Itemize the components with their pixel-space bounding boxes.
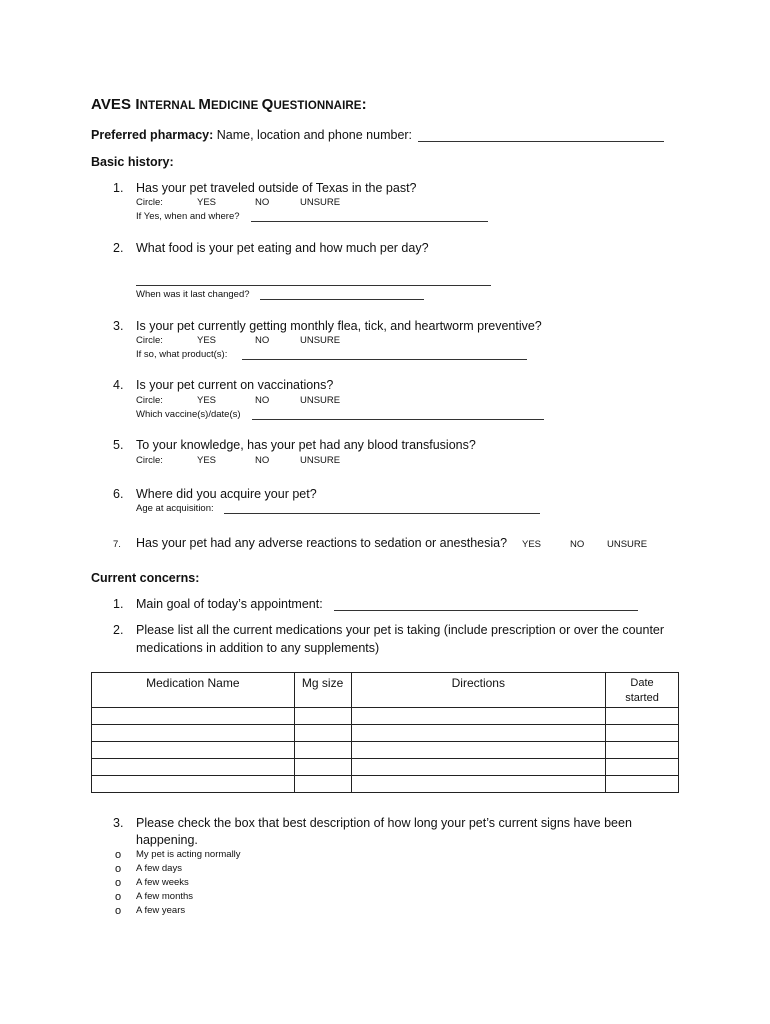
table-cell[interactable] [606, 708, 679, 725]
basic-history-heading: Basic history: [91, 155, 174, 169]
table-row [92, 725, 679, 742]
q1-circle-label: Circle: [136, 197, 163, 208]
q3-input-line[interactable] [242, 359, 527, 360]
q1-no[interactable]: NO [255, 197, 270, 208]
q6-follow-label: Age at acquisition: [136, 503, 214, 514]
option-label: A few years [136, 905, 186, 916]
q3-circle-label: Circle: [136, 335, 163, 346]
q6-number: 6. [113, 487, 124, 501]
table-row [92, 708, 679, 725]
q2-follow-input-line[interactable] [260, 299, 424, 300]
table-cell[interactable] [351, 742, 606, 759]
q5-number: 5. [113, 438, 124, 452]
table-cell[interactable] [351, 776, 606, 793]
q3-number: 3. [113, 319, 124, 333]
c3-line1: Please check the box that best description of how long your pet’s current signs have been [136, 816, 632, 830]
table-cell[interactable] [92, 776, 295, 793]
q3-no[interactable]: NO [255, 335, 270, 346]
q5-text: To your knowledge, has your pet had any blood transfusions? [136, 438, 476, 452]
medication-table [91, 672, 679, 793]
q2-number: 2. [113, 241, 124, 255]
table-cell[interactable] [92, 708, 295, 725]
q4-input-line[interactable] [252, 419, 544, 420]
q1-number: 1. [113, 181, 124, 195]
c2-line2: medications in addition to any supplements) [136, 641, 380, 655]
q1-text: Has your pet traveled outside of Texas in the past? [136, 181, 417, 195]
pharmacy-row [91, 128, 412, 142]
table-row [92, 776, 679, 793]
table-cell[interactable] [606, 776, 679, 793]
table-cell[interactable] [606, 725, 679, 742]
q4-unsure[interactable]: UNSURE [300, 395, 341, 406]
table-cell[interactable] [294, 776, 351, 793]
q7-yes[interactable]: YES [522, 539, 542, 550]
option-label: My pet is acting normally [136, 849, 241, 860]
q2-text: What food is your pet eating and how much per day? [136, 241, 429, 255]
option-label: A few days [136, 863, 182, 874]
table-cell[interactable] [351, 708, 606, 725]
table-header-row [92, 673, 679, 708]
q4-follow-label: Which vaccine(s)/date(s) [136, 409, 241, 420]
option-checkbox[interactable]: o [115, 863, 122, 875]
q3-text: Is your pet currently getting monthly flea, tick, and heartworm preventive? [136, 319, 542, 333]
q1-unsure[interactable]: UNSURE [300, 197, 341, 208]
table-cell[interactable] [294, 742, 351, 759]
q7-text: Has your pet had any adverse reactions to sedation or anesthesia? [136, 536, 508, 550]
q2-follow-label: When was it last changed? [136, 289, 250, 300]
table-cell[interactable] [92, 742, 295, 759]
option-checkbox[interactable]: o [115, 905, 122, 917]
q7-number: 7. [113, 539, 121, 550]
c2-number: 2. [113, 623, 124, 637]
q5-yes[interactable]: YES [197, 455, 217, 466]
header-directions: Directions [351, 673, 606, 708]
table-cell[interactable] [606, 742, 679, 759]
q5-circle-label: Circle: [136, 455, 163, 466]
pharmacy-label: Preferred pharmacy: [91, 128, 214, 142]
pharmacy-text: Name, location and phone number: [216, 128, 413, 142]
c3-number: 3. [113, 816, 124, 830]
pharmacy-input-line[interactable] [418, 141, 664, 142]
q1-yes[interactable]: YES [197, 197, 217, 208]
table-cell[interactable] [294, 759, 351, 776]
q7-unsure[interactable]: UNSURE [607, 539, 648, 550]
q4-yes[interactable]: YES [197, 395, 217, 406]
q2-input-line[interactable] [136, 285, 491, 286]
page-title: AVES INTERNAL MEDICINE QUESTIONNAIRE: [91, 96, 367, 113]
q4-circle-label: Circle: [136, 395, 163, 406]
table-cell[interactable] [92, 725, 295, 742]
c3-line2: happening. [136, 833, 198, 847]
table-cell[interactable] [294, 725, 351, 742]
option-label: A few months [136, 891, 194, 902]
q4-number: 4. [113, 378, 124, 392]
q7-no[interactable]: NO [570, 539, 585, 550]
q4-text: Is your pet current on vaccinations? [136, 378, 334, 392]
q3-follow-label: If so, what product(s): [136, 349, 228, 360]
q4-no[interactable]: NO [255, 395, 270, 406]
option-checkbox[interactable]: o [115, 849, 122, 861]
q5-unsure[interactable]: UNSURE [300, 455, 341, 466]
c1-input-line[interactable] [334, 610, 638, 611]
q6-input-line[interactable] [224, 513, 540, 514]
table-cell[interactable] [351, 759, 606, 776]
c1-number: 1. [113, 597, 124, 611]
q1-follow-label: If Yes, when and where? [136, 211, 240, 222]
header-medication-name: Medication Name [92, 673, 295, 708]
header-mg-size: Mg size [294, 673, 351, 708]
q1-input-line[interactable] [251, 221, 488, 222]
c1-text: Main goal of today’s appointment: [136, 597, 323, 611]
q3-yes[interactable]: YES [197, 335, 217, 346]
header-date-started: Date started [606, 673, 679, 708]
option-checkbox[interactable]: o [115, 877, 122, 889]
q3-unsure[interactable]: UNSURE [300, 335, 341, 346]
c2-line1: Please list all the current medications your pet is taking (include prescription or over the counter [136, 623, 665, 637]
table-row [92, 742, 679, 759]
current-concerns-heading: Current concerns: [91, 571, 200, 585]
table-cell[interactable] [92, 759, 295, 776]
option-label: A few weeks [136, 877, 189, 888]
table-row [92, 759, 679, 776]
q5-no[interactable]: NO [255, 455, 270, 466]
table-cell[interactable] [294, 708, 351, 725]
table-cell[interactable] [351, 725, 606, 742]
option-checkbox[interactable]: o [115, 891, 122, 903]
table-cell[interactable] [606, 759, 679, 776]
q6-text: Where did you acquire your pet? [136, 487, 317, 501]
